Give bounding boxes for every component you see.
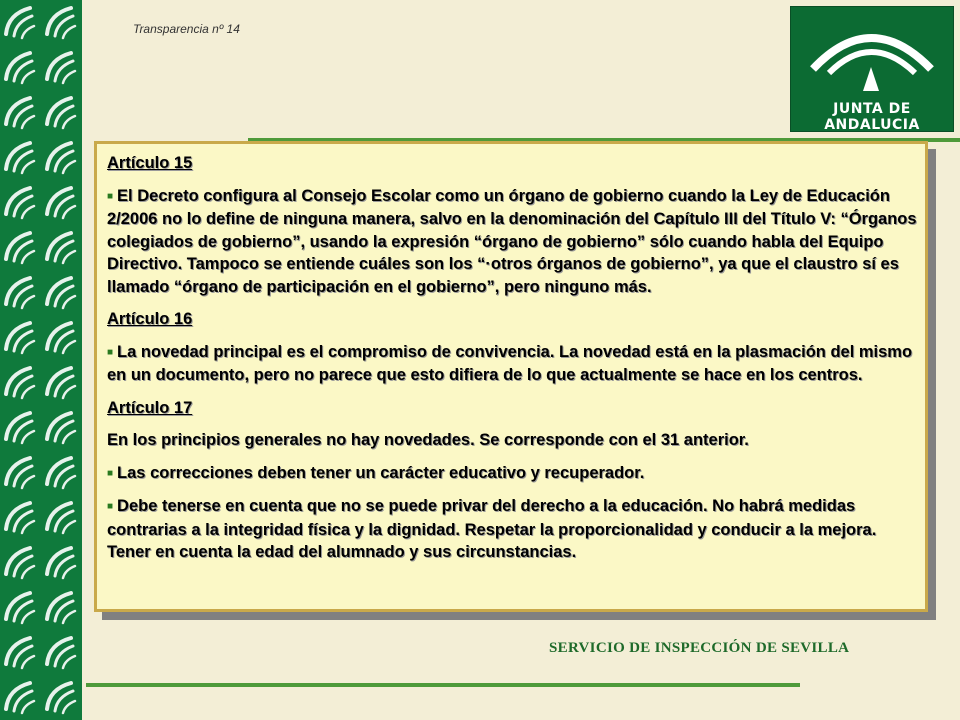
bullet-icon: ■ (107, 190, 114, 202)
junta-de-andalucia-logo (790, 6, 954, 132)
article-16-heading: Artículo 16 (107, 310, 193, 328)
article-17-paragraph-2 (107, 495, 917, 564)
article-17-heading: Artículo 17 (107, 398, 193, 417)
article-17-text-1: Las correcciones deben tener un carácter educativo y recuperador. (117, 463, 645, 482)
article-16-paragraph (107, 341, 917, 387)
content-box (94, 141, 928, 612)
slide-number-label: Transparencia nº 14 (133, 22, 240, 36)
article-15-heading: Artículo 15 (107, 154, 193, 172)
logo-text: JUNTA DE ANDALUCIA (824, 101, 920, 133)
article-17-paragraph-1 (107, 462, 917, 486)
bullet-icon: ■ (107, 501, 114, 512)
article-16-text: La novedad principal es el compromiso de convivencia. La novedad está en la plasmación del mismo en un documento, pero no parece que esto difiera de lo que actualmente se hace en los centros. (107, 342, 913, 384)
bottom-divider (86, 683, 800, 687)
footer-service-name: SERVICIO DE INSPECCIÓN DE SEVILLA (549, 640, 850, 656)
article-17-intro: En los principios generales no hay novedades. Se corresponde con el 31 anterior. (107, 431, 749, 449)
bullet-icon: ■ (107, 467, 114, 479)
bullet-icon: ■ (107, 346, 114, 358)
wave-pattern-icon (0, 0, 82, 720)
article-15-paragraph (107, 185, 917, 299)
article-17-text-2: Debe tenerse en cuenta que no se puede privar del derecho a la educación. No habrá medidas contrarias a la integridad física y la dignidad. Respetar la proporcionalidad y conducir a la mejora. Tener en cuenta la edad del alumnado y sus circunstancias. (107, 497, 877, 561)
decorative-sidebar (0, 0, 82, 720)
article-15-text: El Decreto configura al Consejo Escolar como un órgano de gobierno cuando la Ley de Educación 2/2006 no lo define de ninguna manera, salvo en la denominación del Capítulo III del Título V: “Órganos colegiados de gobierno”, usando la expresión “órgano de gobierno” sólo cuando habla del Equipo Directivo. Tampoco se entiende cuáles son los “·otros órganos de gobierno”, ya que el claustro sí es llamado “órgano de participación en el gobierno”, pero ninguno más. (107, 186, 917, 296)
